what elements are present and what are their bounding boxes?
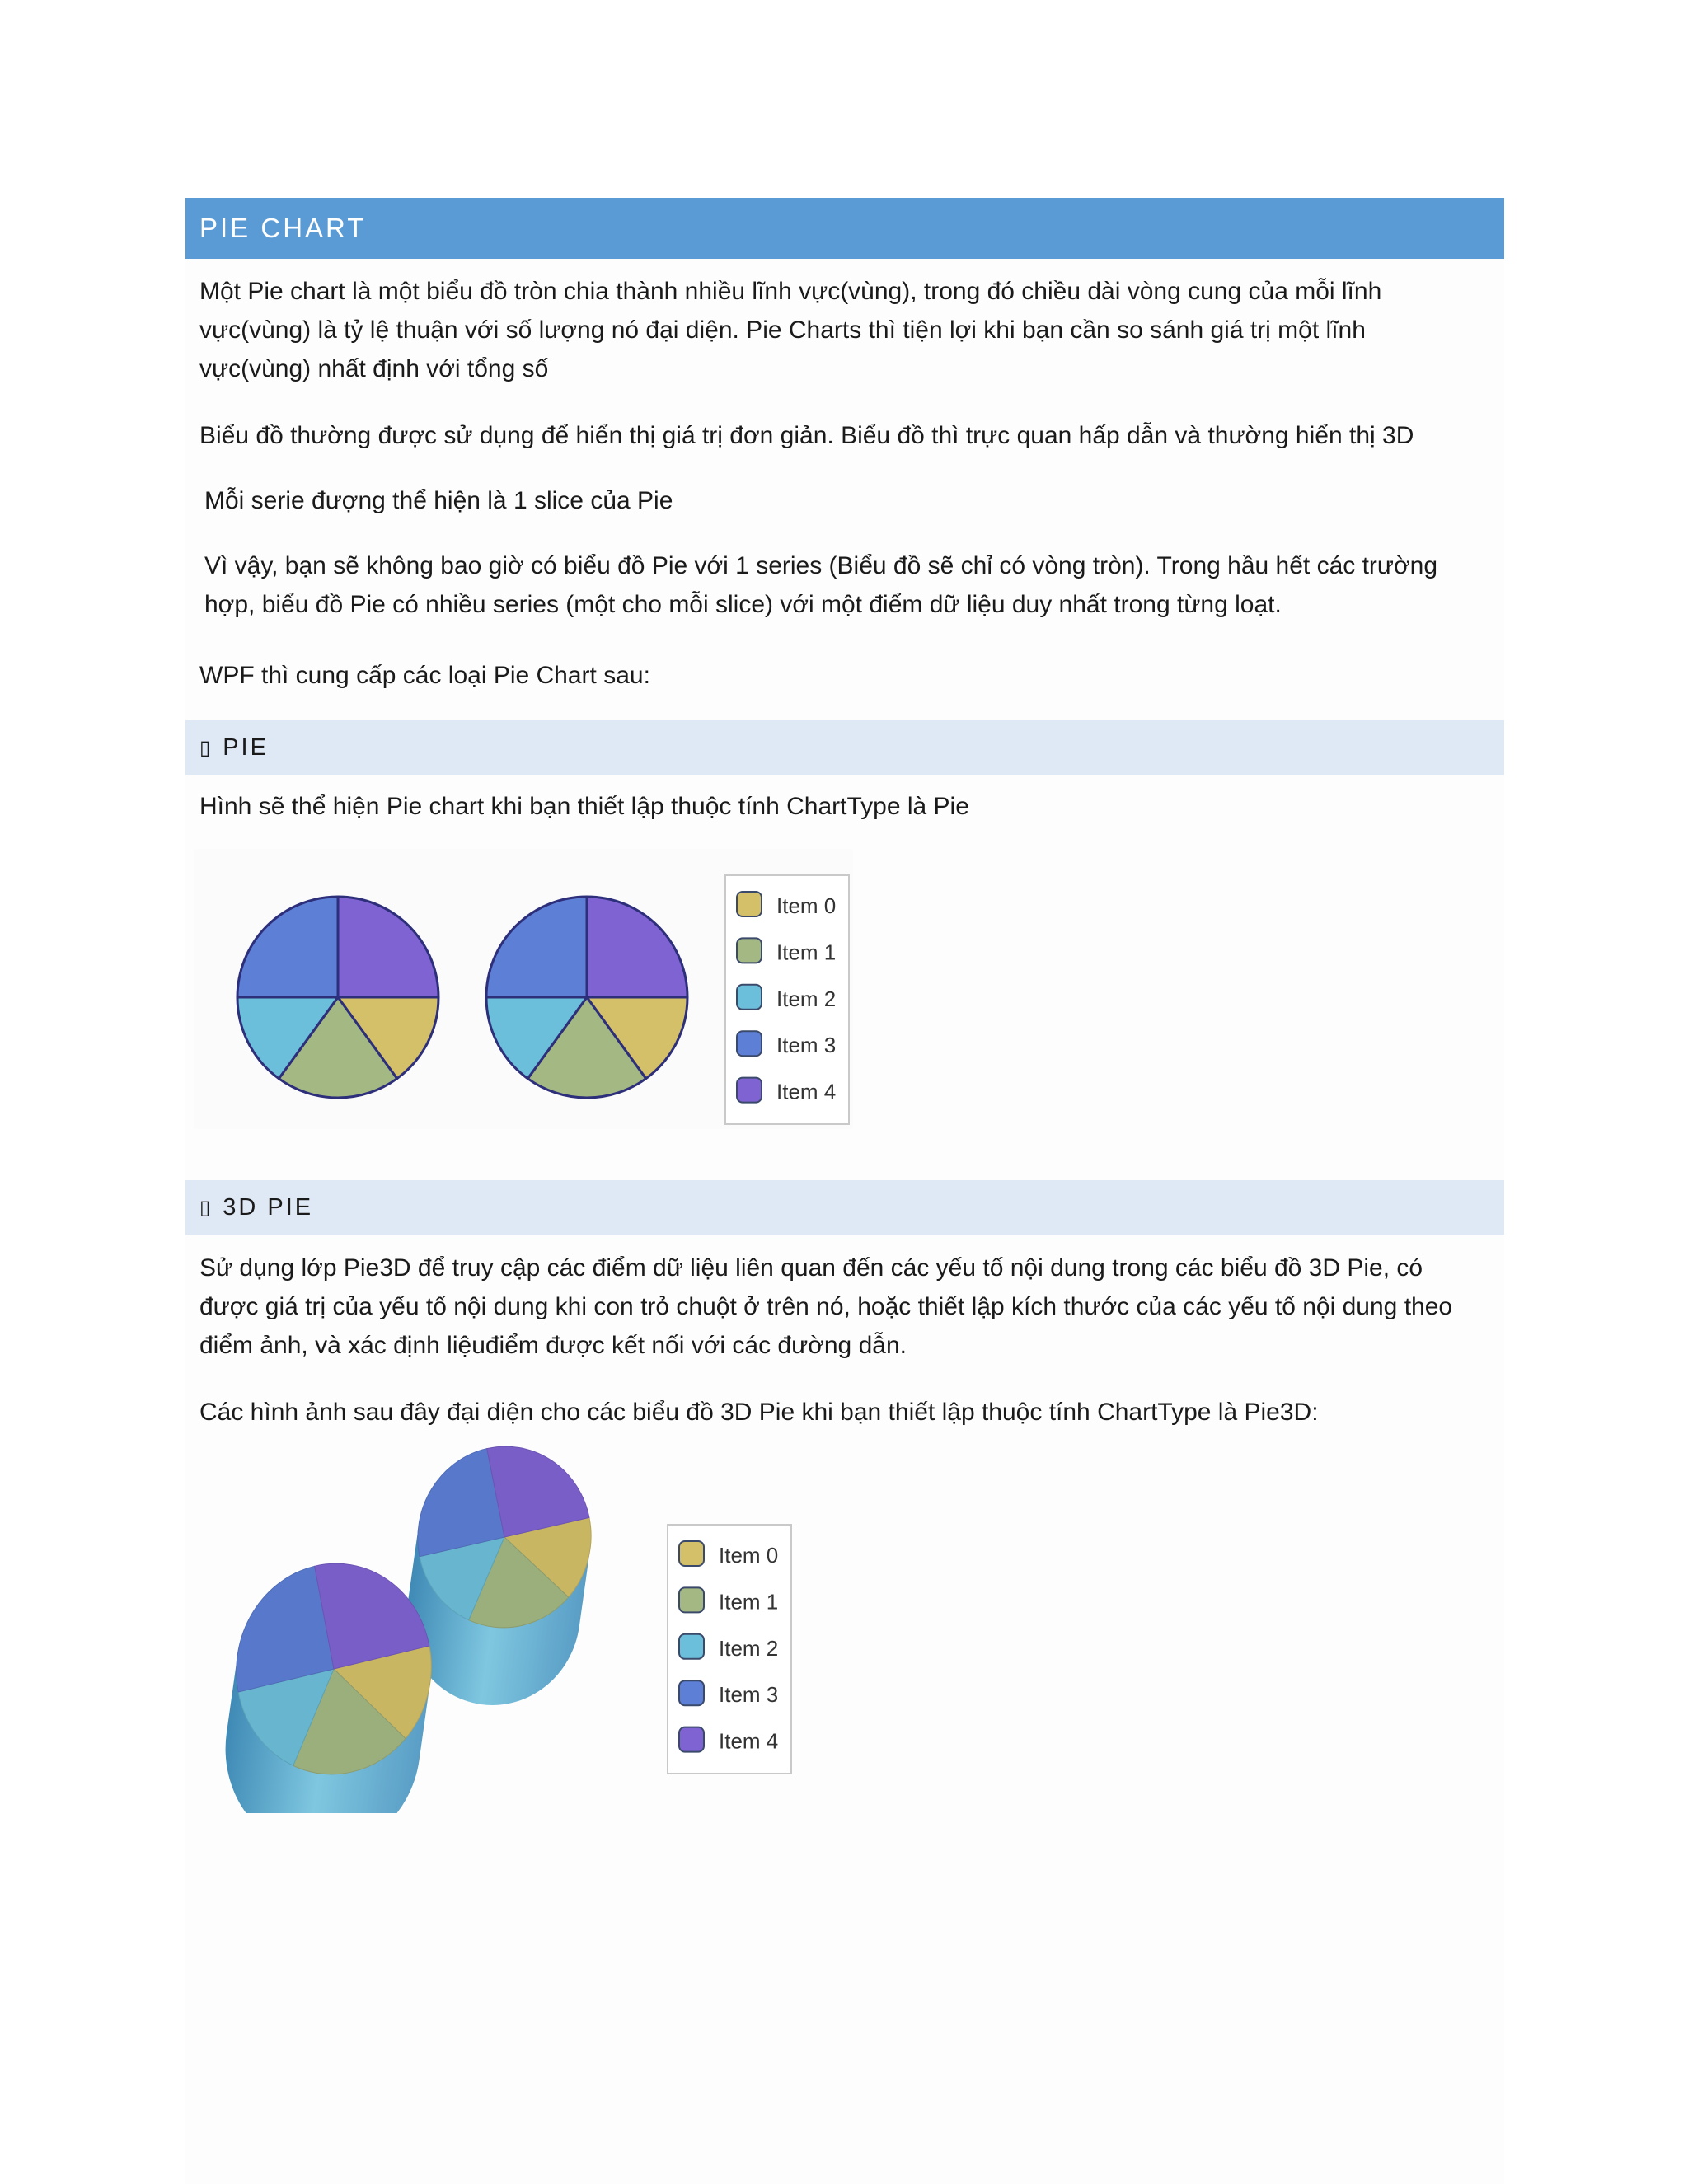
legend-label-item-0: Item 0 <box>719 1543 779 1568</box>
legend-pie3d <box>668 1525 791 1774</box>
section-title-3d-pie: 3D PIE <box>223 1193 314 1221</box>
legend-label-item-1: Item 1 <box>719 1589 779 1615</box>
pie3d-figure <box>0 0 907 1813</box>
paragraph-3d-description: Sử dụng lớp Pie3D để truy cập các điểm dữ liệu liên quan đến các yếu tố nội dung trong các biểu đồ 3D Pie, có được giá trị của yếu tố nội dung khi con trỏ chuột ở trên nó, hoặc thiết lập kích thước của các yếu tố nội dung theo điểm ảnh, và xác định liệuđiểm được kết nối với các đường dẫn. <box>199 1254 1453 1359</box>
legend-swatch-item-4 <box>679 1727 704 1752</box>
paragraph-types-intro: WPF thì cung cấp các loại Pie Chart sau: <box>199 662 650 689</box>
paragraph-series-note: Vì vậy, bạn sẽ không bao giờ có biểu đồ Pie với 1 series (Biểu đồ sẽ chỉ có vòng tròn). Trong hầu hết các trường hợp, biểu đồ Pie có nhiều series (một cho mỗi slice) với một điểm dữ liệu duy nhất trong từng loạt. <box>204 552 1438 618</box>
legend-label-item-2: Item 2 <box>776 986 837 1011</box>
legend-swatch-item-0 <box>679 1541 704 1566</box>
paragraph-pie-description: Hình sẽ thể hiện Pie chart khi bạn thiết lập thuộc tính ChartType là Pie <box>199 793 969 820</box>
paragraph-intro: Một Pie chart là một biểu đồ tròn chia thành nhiều lĩnh vực(vùng), trong đó chiều dài vòng cung của mỗi lĩnh vực(vùng) là tỷ lệ thuận với số lượng nó đại diện. Pie Charts thì tiện lợi khi bạn cần so sánh giá trị một lĩnh vực(vùng) nhất định với tổng số <box>199 278 1382 382</box>
legend-label-item-3: Item 3 <box>719 1682 779 1708</box>
heading-text: PIE CHART <box>199 213 367 243</box>
bullet-box-icon: ▯ <box>199 736 213 759</box>
paragraph-serie: Mỗi serie đượng thể hiện là 1 slice của Pie <box>204 487 673 514</box>
legend-swatch-item-1 <box>679 1587 704 1612</box>
legend-label-item-2: Item 2 <box>719 1635 779 1661</box>
bullet-box-icon: ▯ <box>199 1196 213 1219</box>
legend-label-item-0: Item 0 <box>776 893 837 918</box>
legend-swatch-item-3 <box>679 1680 704 1705</box>
section-title-pie: PIE <box>223 733 269 761</box>
paragraph-usage: Biểu đồ thường được sử dụng để hiển thị giá trị đơn giản. Biểu đồ thì trực quan hấp dẫn và thường hiển thị 3D <box>199 422 1414 449</box>
legend-swatch-item-2 <box>679 1634 704 1659</box>
paragraph-3d-images: Các hình ảnh sau đây đại diện cho các biểu đồ 3D Pie khi bạn thiết lập thuộc tính ChartType là Pie3D: <box>199 1399 1319 1426</box>
legend-label-item-4: Item 4 <box>776 1079 837 1104</box>
legend-label-item-1: Item 1 <box>776 940 837 965</box>
legend-label-item-3: Item 3 <box>776 1033 837 1058</box>
pie3d-chart-front <box>212 1558 438 1813</box>
legend-label-item-4: Item 4 <box>719 1728 779 1754</box>
